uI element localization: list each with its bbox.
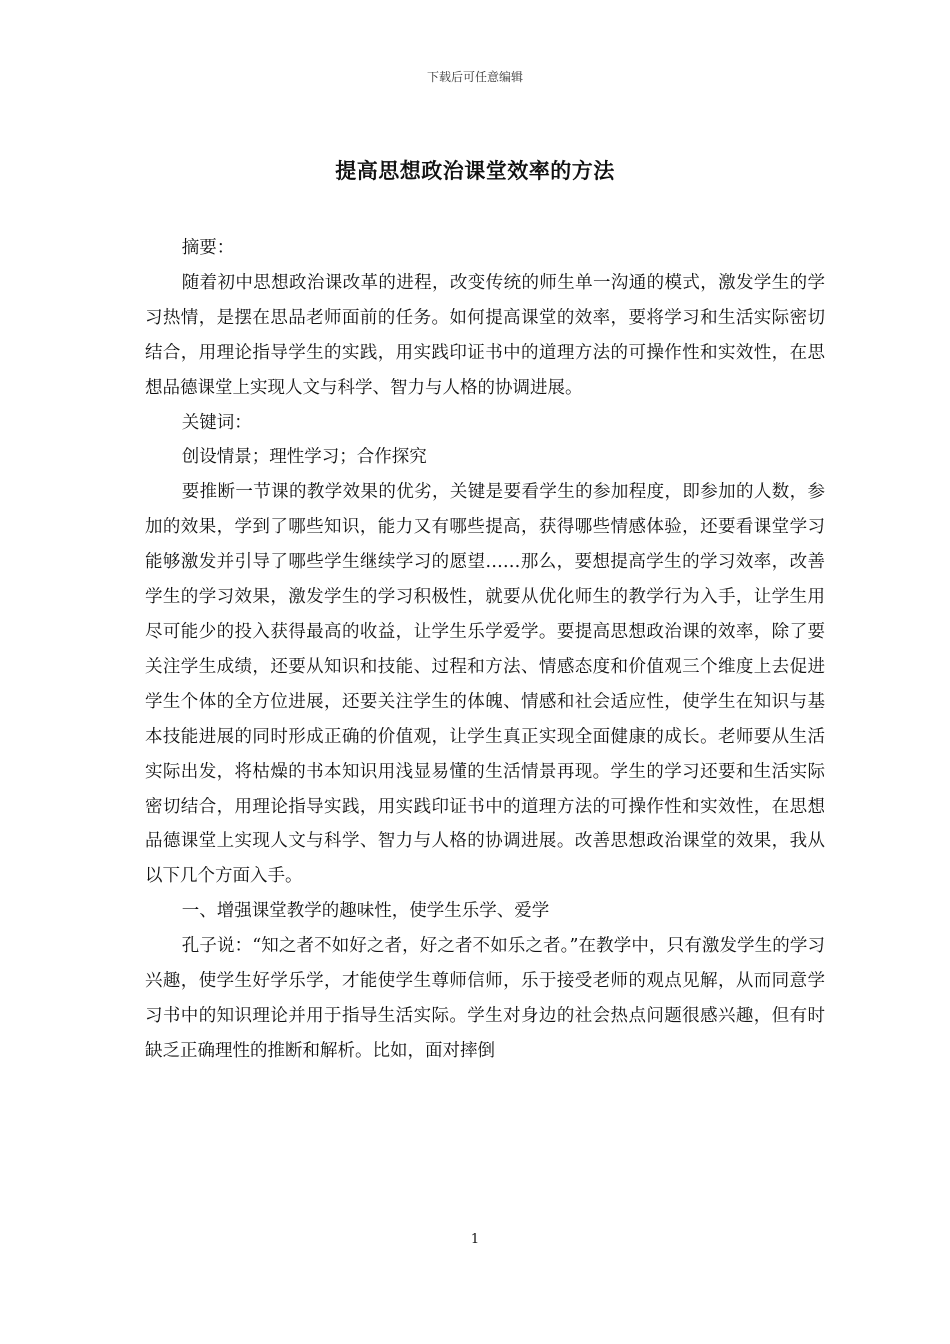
intro-paragraph: 要推断一节课的教学效果的优劣，关键是要看学生的参加程度，即参加的人数，参加的效果，学到了哪些知识，能力又有哪些提高，获得哪些情感体验，还要看课堂学习能够激发并引导了哪些学生继续学习的愿望……那么，要想提高学生的学习效率，改善学生的学习效果，激发学生的学习积极性，就要从优化师生的教学行为入手，让学生用尽可能少的投入获得最高的收益，让学生乐学爱学。要提高思想政治课的效率，除了要关注学生成绩，还要从知识和技能、过程和方法、情感态度和价值观三个维度上去促进学生个体的全方位进展，还要关注学生的体魄、情感和社会适应性，使学生在知识与基本技能进展的同时形成正确的价值观，让学生真正实现全面健康的成长。老师要从生活实际出发，将枯燥的书本知识用浅显易懂的生活情景再现。学生的学习还要和生活实际密切结合，用理论指导实践，用实践印证书中的道理方法的可操作性和实效性，在思想品德课堂上实现人文与科学、智力与人格的协调进展。改善思想政治课堂的效果，我从以下几个方面入手。 (145, 482, 825, 887)
keywords-list: 创设情景；理性学习；合作探究 (181, 447, 427, 468)
page-number: 1 (470, 1232, 480, 1247)
header-note: 下载后可任意编辑 (426, 70, 523, 84)
abstract-label: 摘要： (181, 238, 235, 258)
document-title: 提高思想政治课堂效率的方法 (335, 158, 615, 183)
document-body (145, 231, 825, 1069)
section-1-paragraph: 孔子说：“知之者不如好之者，好之者不如乐之者。”在教学中，只有激发学生的学习兴趣，使学生好学乐学，才能使学生尊师信师，乐于接受老师的观点见解，从而同意学习书中的知识理论并用于指导生活实际。学生对身边的社会热点问题很感兴趣，但有时缺乏正确理性的推断和解析。比如，面对摔倒 (145, 936, 825, 1061)
keywords-label: 关键词： (181, 412, 252, 433)
abstract-paragraph: 随着初中思想政治课改革的进程，改变传统的师生单一沟通的模式，激发学生的学习热情，是摆在思品老师面前的任务。如何提高课堂的效率，要将学习和生活实际密切结合，用理论指导学生的实践，用实践印证书中的道理方法的可操作性和实效性，在思想品德课堂上实现人文与科学、智力与人格的协调进展。 (145, 272, 825, 398)
section-heading-1: 一、增强课堂教学的趣味性，使学生乐学、爱学 (181, 901, 550, 922)
